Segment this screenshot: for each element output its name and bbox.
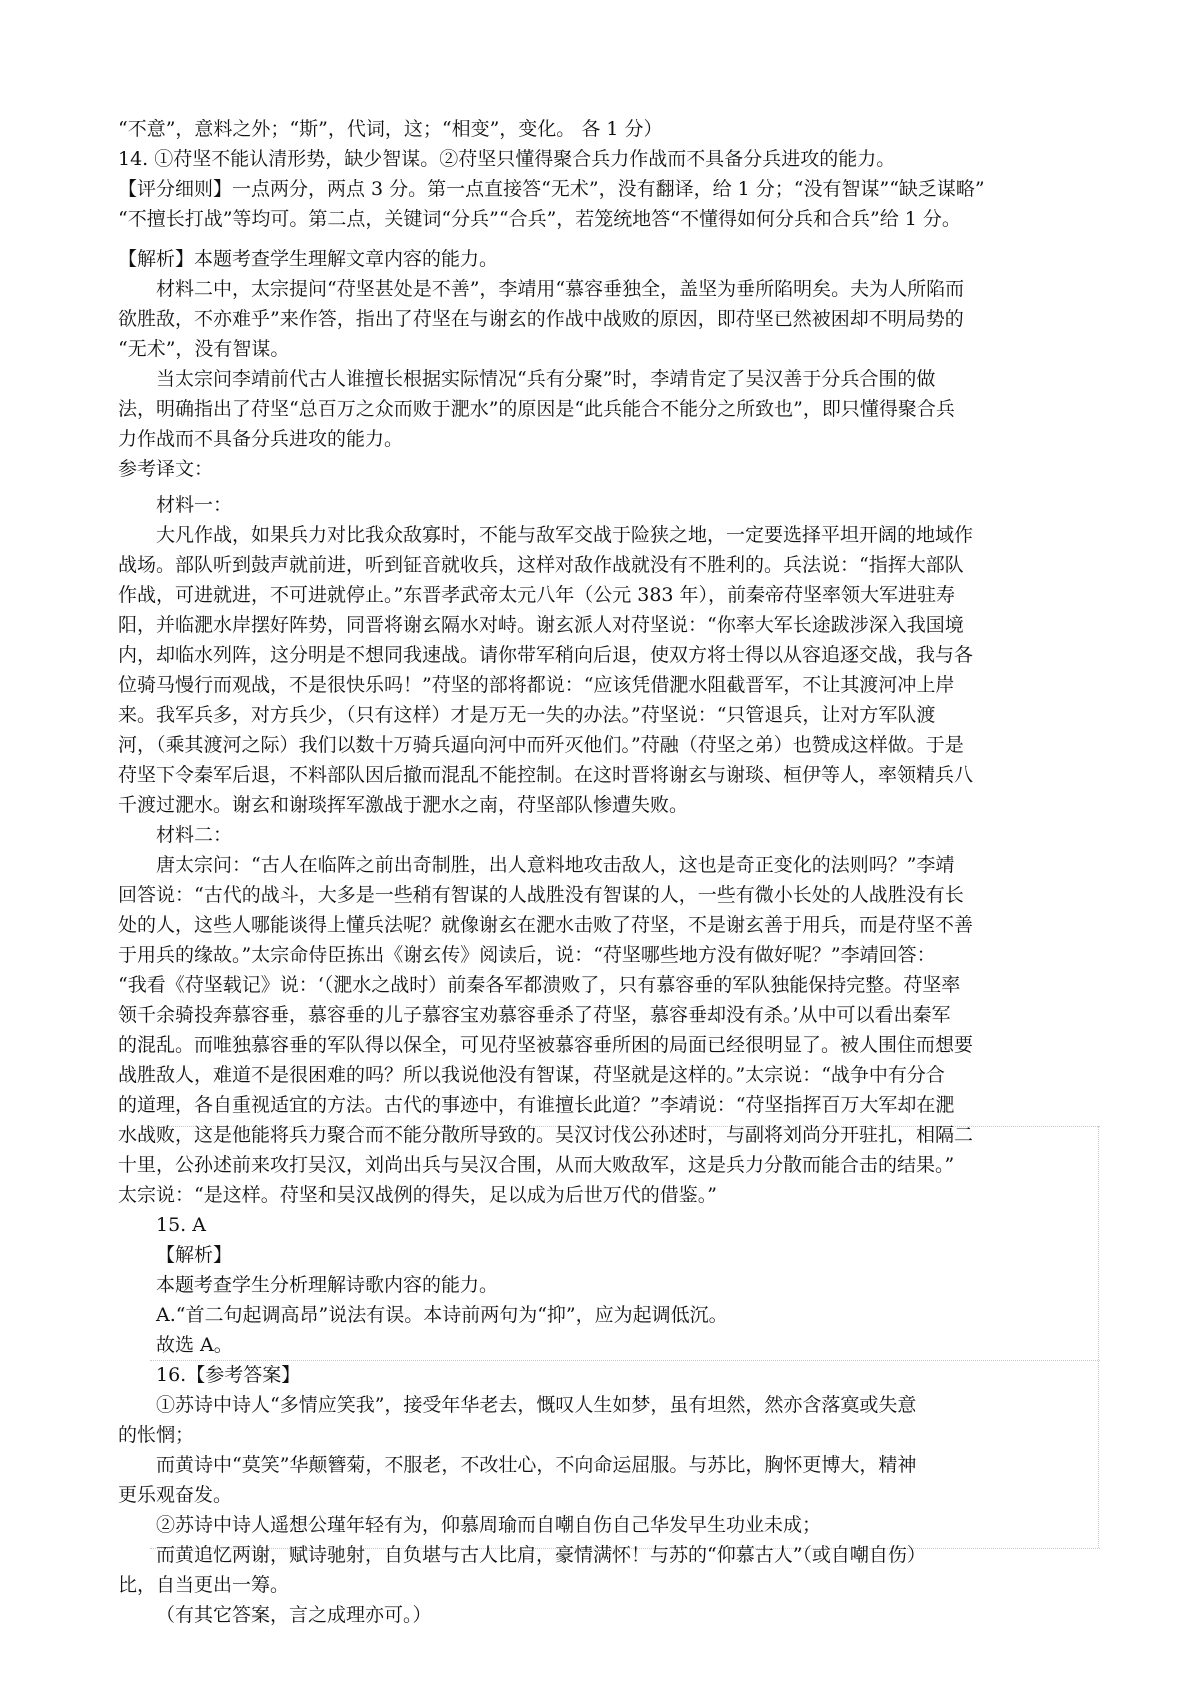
- analysis-tag-15: 【解析】: [156, 1244, 233, 1266]
- analysis-para: 力作战而不具备分兵进攻的能力。: [118, 428, 404, 450]
- material1-heading: 材料一：: [156, 494, 233, 516]
- answer-14: 14. ①苻坚不能认清形势，缺少智谋。②苻坚只懂得聚合兵力作战而不具备分兵进攻的能力。: [118, 148, 896, 170]
- material2-line: 太宗说：“是这样。苻坚和吴汉战例的得失，足以成为后世万代的借鉴。”: [118, 1184, 717, 1206]
- material1-line: 阳，并临淝水岸摆好阵势，同晋将谢玄隔水对峙。谢玄派人对苻坚说：“你率大军长途跋涉深入我国境: [118, 614, 964, 636]
- material2-line: 领千余骑投奔慕容垂，慕容垂的儿子慕容宝劝慕容垂杀了苻坚，慕容垂却没有杀。’从中可以看出秦军: [118, 1004, 951, 1026]
- analysis-para: “无术”，没有智谋。: [118, 338, 290, 360]
- material1-line: 作战，可进就进，不可进就停止。”东晋孝武帝太元八年（公元 383 年），前秦帝苻坚率领大军进驻寿: [118, 584, 956, 606]
- material2-line: 处的人，这些人哪能谈得上懂兵法呢？就像谢玄在淝水击败了苻坚，不是谢玄善于用兵，而是苻坚不善: [118, 914, 974, 936]
- material2-line: 的道理，各自重视适宜的方法。古代的事迹中，有谁擅长此道？”李靖说：“苻坚指挥百万大军却在淝: [118, 1094, 955, 1116]
- material2-heading: 材料二：: [156, 824, 233, 846]
- material1-line: 河，（乘其渡河之际）我们以数十万骑兵逼向河中而歼灭他们。”苻融（苻坚之弟）也赞成这样做。于是: [118, 734, 964, 756]
- answer-16-line: 更乐观奋发。: [118, 1484, 233, 1506]
- answer-15: 15. A: [156, 1214, 206, 1236]
- analysis-15-line: 本题考查学生分析理解诗歌内容的能力。: [156, 1274, 499, 1296]
- answer-16-line: 而黄追忆两谢，赋诗驰射，自负堪与古人比肩，豪情满怀！与苏的“仰慕古人”（或自嘲自伤）: [156, 1544, 926, 1566]
- answer-16-note: （有其它答案，言之成理亦可。）: [156, 1604, 432, 1626]
- material2-line: 于用兵的缘故。”太宗命侍臣拣出《谢玄传》阅读后，说：“苻坚哪些地方没有做好呢？”李靖回答：: [118, 944, 936, 966]
- material1-line: 苻坚下令秦军后退，不料部队因后撤而混乱不能控制。在这时晋将谢玄与谢琰、桓伊等人，率领精兵八: [118, 764, 974, 786]
- material1-line: 大凡作战，如果兵力对比我众敌寡时，不能与敌军交战于险狭之地，一定要选择平坦开阔的地域作: [156, 524, 974, 546]
- material2-line: 的混乱。而唯独慕容垂的军队得以保全，可见苻坚被慕容垂所困的局面已经很明显了。被人围住而想要: [118, 1034, 974, 1056]
- text-line: “不意”，意料之外；“斯”，代词，这；“相变”，变化。 各 1 分）: [118, 118, 663, 140]
- document-page: [118, 114, 1098, 1630]
- material1-line: 内，却临水列阵，这分明是不想同我速战。请你带军稍向后退，使双方将士得以从容追逐交战，我与各: [118, 644, 974, 666]
- answer-16-line: ①苏诗中诗人“多情应笑我”，接受年华老去，慨叹人生如梦，虽有坦然，然亦含落寞或失意: [156, 1394, 917, 1416]
- material1-line: 来。我军兵多，对方兵少，（只有这样）才是万无一失的办法。”苻坚说：“只管退兵，让对方军队渡: [118, 704, 936, 726]
- material2-line: 唐太宗问：“古人在临阵之前出奇制胜，出人意料地攻击敌人，这也是奇正变化的法则吗？”李靖: [156, 854, 955, 876]
- analysis-para: 当太宗问李靖前代古人谁擅长根据实际情况“兵有分聚”时，李靖肯定了吴汉善于分兵合围的做: [156, 368, 936, 390]
- dotted-guide-right: [1098, 1126, 1099, 1548]
- answer-16-line: 比，自当更出一筹。: [118, 1574, 290, 1596]
- analysis-15-line: 故选 A。: [156, 1334, 233, 1356]
- material2-line: 回答说：“古代的战斗，大多是一些稍有智谋的人战胜没有智谋的人，一些有微小长处的人战胜没有长: [118, 884, 964, 906]
- material1-line: 位骑马慢行而观战，不是很快乐吗！”苻坚的部将都说：“应该凭借淝水阻截晋军，不让其渡河冲上岸: [118, 674, 955, 696]
- material2-line: 水战败，这是他能将兵力聚合而不能分散所导致的。吴汉讨伐公孙述时，与副将刘尚分开驻扎，相隔二: [118, 1124, 974, 1146]
- material2-line: 十里，公孙述前来攻打吴汉，刘尚出兵与吴汉合围，从而大败敌军，这是兵力分散而能合击的结果。”: [118, 1154, 955, 1176]
- material1-line: 战场。部队听到鼓声就前进，听到钲音就收兵，这样对敌作战就没有不胜利的。兵法说：“指挥大部队: [118, 554, 964, 576]
- answer-16-line: 而黄诗中“莫笑”华颠簪菊，不服老，不改壮心，不向命运屈服。与苏比，胸怀更博大，精神: [156, 1454, 917, 1476]
- answer-16-line: ②苏诗中诗人遥想公瑾年轻有为，仰慕周瑜而自嘲自伤自己华发早生功业未成；: [156, 1514, 822, 1536]
- answer-16-line: 的怅惘；: [118, 1424, 195, 1446]
- analysis-para: 欲胜敌，不亦难乎”来作答，指出了苻坚在与谢玄的作战中战败的原因，即苻坚已然被困却不明局势的: [118, 308, 964, 330]
- analysis-para: 法，明确指出了苻坚“总百万之众而败于淝水”的原因是“此兵能合不能分之所致也”，即只懂得聚合兵: [118, 398, 955, 420]
- material2-line: 战胜敌人，难道不是很困难的吗？所以我说他没有智谋，苻坚就是这样的。”太宗说：“战争中有分合: [118, 1064, 945, 1086]
- scoring-detail: 【评分细则】一点两分，两点 3 分。第一点直接答“无术”，没有翻译，给 1 分；“没有智谋”“缺乏谋略”: [118, 178, 985, 200]
- translation-heading: 参考译文：: [118, 458, 214, 480]
- scoring-detail-cont: “不擅长打战”等均可。第二点，关键词“分兵”“合兵”，若笼统地答“不懂得如何分兵和合兵”给 1 分。: [118, 208, 961, 230]
- material2-line: “我看《苻坚载记》说：‘（淝水之战时）前秦各军都溃败了，只有慕容垂的军队独能保持完整。苻坚率: [118, 974, 961, 996]
- answer-16-heading: 16.【参考答案】: [156, 1364, 301, 1386]
- analysis-heading: 【解析】本题考查学生理解文章内容的能力。: [118, 248, 499, 270]
- analysis-para: 材料二中，太宗提问“苻坚甚处是不善”，李靖用“慕容垂独全，盖坚为垂所陷明矣。夫为人所陷而: [156, 278, 965, 300]
- analysis-15-line: A.“首二句起调高昂”说法有误。本诗前两句为“抑”，应为起调低沉。: [156, 1304, 728, 1326]
- material1-line: 千渡过淝水。谢玄和谢琰挥军激战于淝水之南，苻坚部队惨遭失败。: [118, 794, 689, 816]
